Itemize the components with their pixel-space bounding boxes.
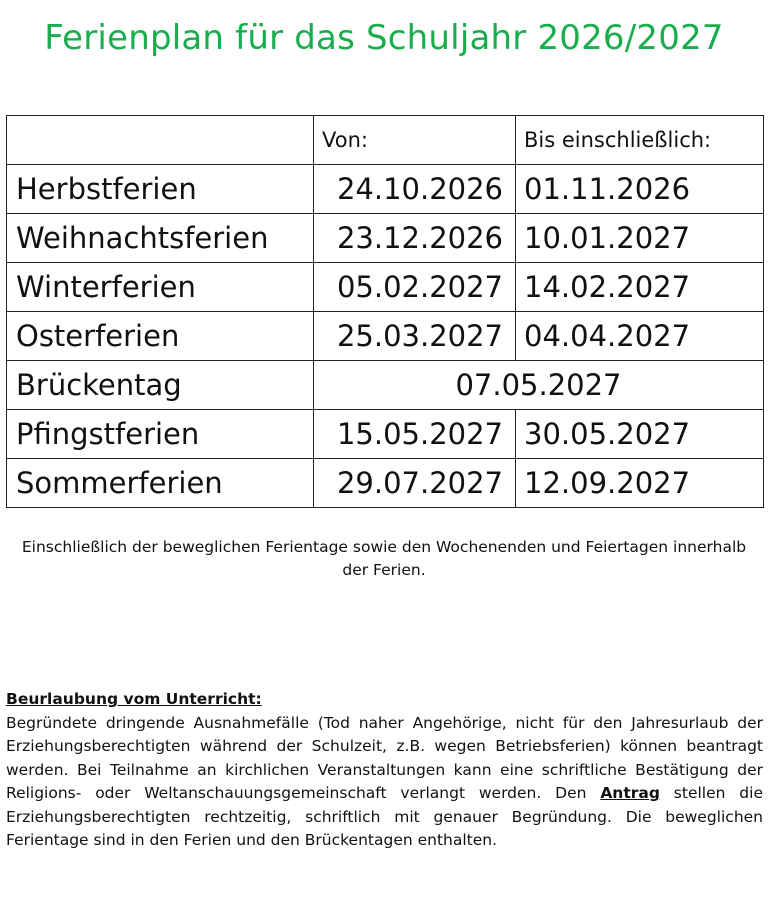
header-from: Von: — [314, 116, 516, 165]
holiday-table — [6, 115, 764, 508]
leave-text-part: stellen die Erziehungsberechtigten rechtzeitig, schriftlich mit genauer Begründung. Die beweglichen Ferientage sind in den Ferien und den Brückentagen enthalten. — [6, 784, 763, 849]
holiday-from: 29.07.2027 — [314, 459, 516, 508]
table-row — [7, 410, 764, 459]
holiday-to: 30.05.2027 — [516, 410, 764, 459]
holiday-to: 14.02.2027 — [516, 263, 764, 312]
holiday-from: 05.02.2027 — [314, 263, 516, 312]
table-row — [7, 165, 764, 214]
leave-paragraph — [6, 712, 763, 853]
holiday-from: 25.03.2027 — [314, 312, 516, 361]
table-header-row — [7, 116, 764, 165]
page-title: Ferienplan für das Schuljahr 2026/2027 — [44, 18, 724, 58]
holiday-name: Winterferien — [7, 263, 314, 312]
holiday-to: 01.11.2026 — [516, 165, 764, 214]
holiday-name: Pfingstferien — [7, 410, 314, 459]
inclusion-note: Einschließlich der beweglichen Ferientage sowie den Wochenenden und Feiertagen innerhalb der Ferien. — [21, 538, 747, 579]
holiday-from: 23.12.2026 — [314, 214, 516, 263]
holiday-from: 15.05.2027 — [314, 410, 516, 459]
table-row — [7, 459, 764, 508]
leave-text-part: Begründete dringende Ausnahmefälle (Tod naher Angehörige, nicht für den Jahresurlaub der Erziehungsberechtigten während der Schulzeit, z.B. wegen Betriebsferien) können beantragt werden. Bei Teilnahme an kirchlichen Veranstaltungen kann eine schriftliche Bestätigung der Religions- oder Weltanschauungsgemeinschaft verlangt werden. Den — [6, 713, 763, 802]
holiday-to: 04.04.2027 — [516, 312, 764, 361]
table-row — [7, 361, 764, 410]
table-row — [7, 263, 764, 312]
holiday-single-date: 07.05.2027 — [314, 361, 764, 410]
table-row — [7, 214, 764, 263]
holiday-from: 24.10.2026 — [314, 165, 516, 214]
holiday-name: Brückentag — [7, 361, 314, 410]
table-row — [7, 312, 764, 361]
header-blank — [7, 116, 314, 165]
leave-keyword: Antrag — [600, 784, 660, 802]
holiday-name: Sommerferien — [7, 459, 314, 508]
holiday-name: Osterferien — [7, 312, 314, 361]
holiday-to: 12.09.2027 — [516, 459, 764, 508]
holiday-name: Weihnachtsferien — [7, 214, 314, 263]
header-to: Bis einschließlich: — [516, 116, 764, 165]
leave-heading: Beurlaubung vom Unterricht: — [6, 690, 262, 708]
holiday-to: 10.01.2027 — [516, 214, 764, 263]
holiday-name: Herbstferien — [7, 165, 314, 214]
leave-section — [6, 688, 763, 853]
